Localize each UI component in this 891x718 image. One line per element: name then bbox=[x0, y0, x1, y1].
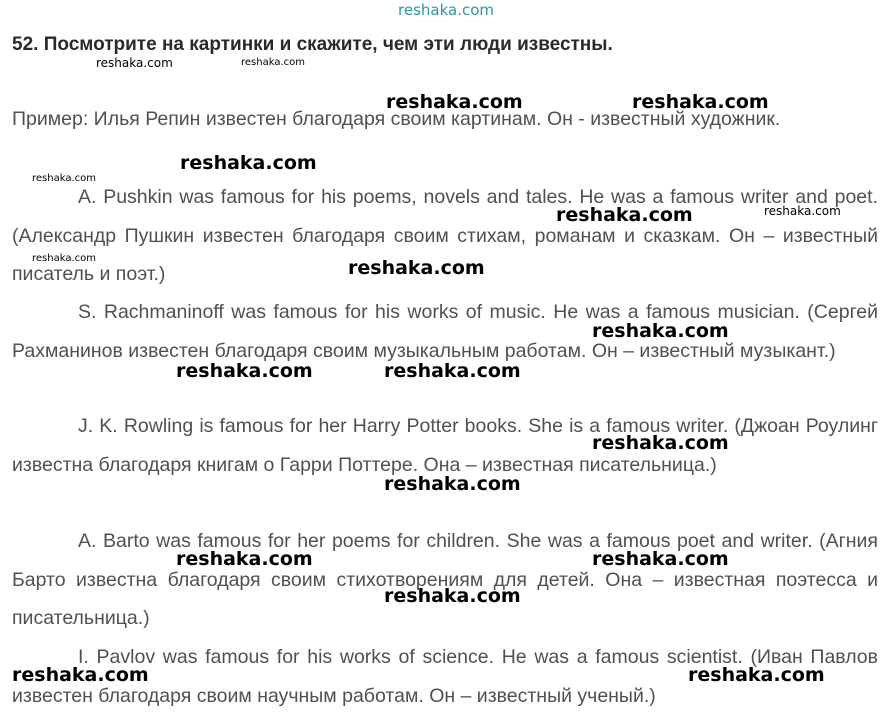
answer-rachmaninoff: S. Rachmaninoff was famous for his works of music. He was a famous musician. (Сергей Рахманинов известен благодаря своим музыкальным работам. Он – известный музыкант.) bbox=[12, 301, 878, 362]
watermark: reshaka.com bbox=[556, 204, 693, 226]
watermark: reshaka.com bbox=[12, 664, 149, 686]
example-paragraph: Пример: Илья Репин известен благодаря своим картинам. Он - известный художник. bbox=[12, 108, 781, 130]
watermark: reshaka.com bbox=[348, 257, 485, 279]
watermark: reshaka.com bbox=[386, 91, 523, 113]
watermark: reshaka.com bbox=[632, 91, 769, 113]
answer-pavlov: I. Pavlov was famous for his works of science. He was a famous scientist. (Иван Павлов известен благодаря своим научным работам. Он – известный ученый.) bbox=[12, 646, 878, 707]
watermark: reshaka.com bbox=[180, 152, 317, 174]
watermark: reshaka.com bbox=[688, 664, 825, 686]
watermark: reshaka.com bbox=[32, 173, 96, 184]
watermark: reshaka.com bbox=[96, 56, 173, 70]
watermark: reshaka.com bbox=[176, 548, 313, 570]
watermark: reshaka.com bbox=[592, 432, 729, 454]
watermark: reshaka.com bbox=[32, 253, 96, 264]
exercise-title: 52. Посмотрите на картинки и скажите, чем эти люди известны. bbox=[12, 34, 613, 55]
answer-barto: A. Barto was famous for her poems for children. She was a famous poet and writer. (Агния Барто известна благодаря своим стихотворениям для детей. Она – известная поэтесса и писательница.) bbox=[12, 530, 878, 629]
watermark-top: reshaka.com bbox=[398, 1, 494, 19]
answer-rowling: J. K. Rowling is famous for her Harry Potter books. She is a famous writer. (Джоан Роулинг известна благодаря книгам о Гарри Поттере. Она – известная писательница.) bbox=[12, 415, 878, 476]
watermark: reshaka.com bbox=[241, 57, 305, 68]
watermark: reshaka.com bbox=[384, 585, 521, 607]
watermark: reshaka.com bbox=[592, 320, 729, 342]
watermark: reshaka.com bbox=[384, 473, 521, 495]
watermark: reshaka.com bbox=[176, 360, 313, 382]
watermark: reshaka.com bbox=[592, 548, 729, 570]
watermark: reshaka.com bbox=[764, 204, 841, 218]
watermark: reshaka.com bbox=[384, 360, 521, 382]
answer-pushkin: A. Pushkin was famous for his poems, novels and tales. He was a famous writer and poet. (Александр Пушкин известен благодаря своим стихам, романам и сказкам. Он – известный писатель и поэт.) bbox=[12, 186, 878, 285]
